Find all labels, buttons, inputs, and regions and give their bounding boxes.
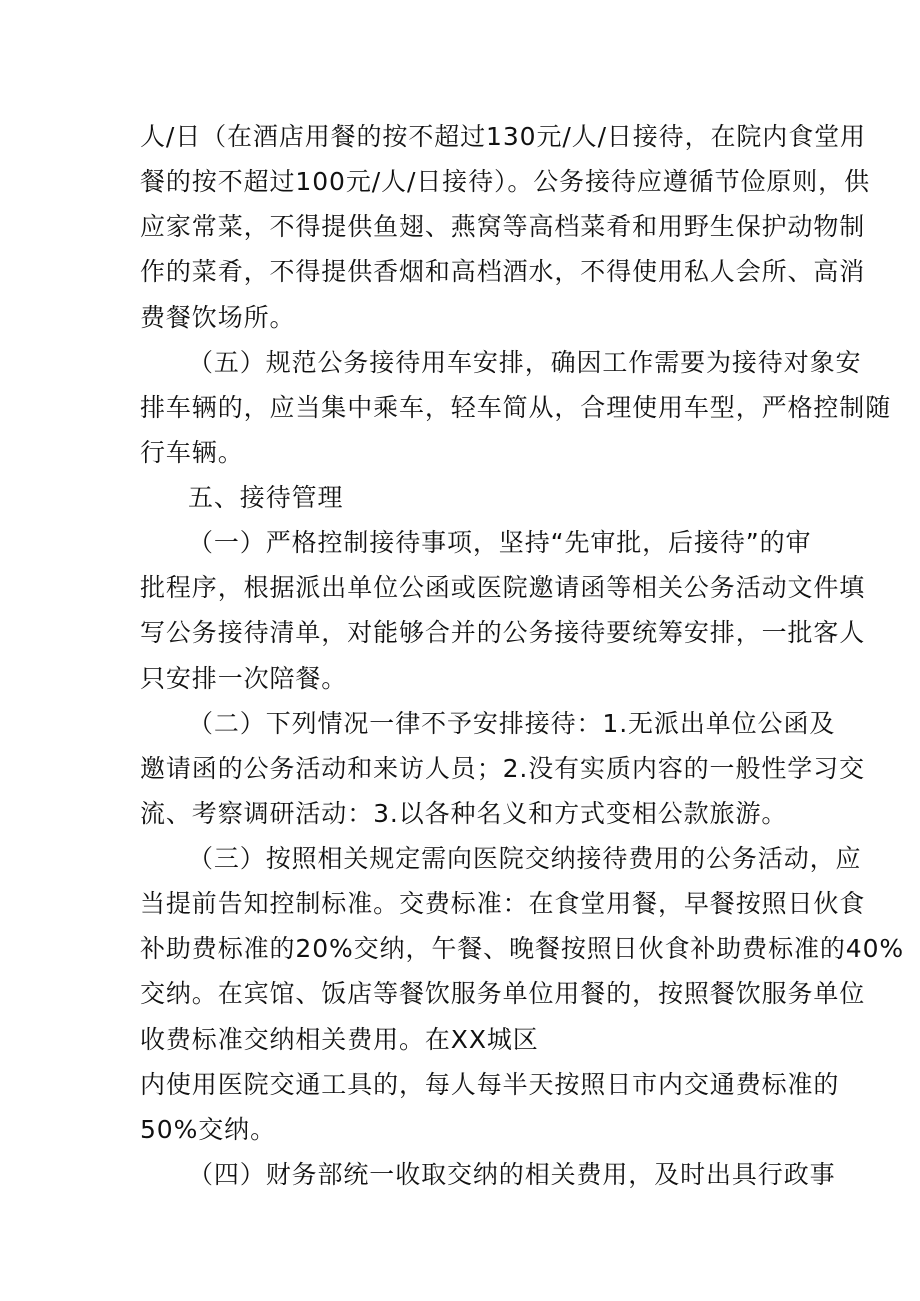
body-line: 交纳。在宾馆、饭店等餐饮服务单位用餐的，按照餐饮服务单位 <box>140 979 866 1008</box>
body-line: 写公务接待清单，对能够合并的公务接待要统筹安排，一批客人 <box>140 618 866 647</box>
body-line: 排车辆的，应当集中乘车，轻车简从，合理使用车型，严格控制随 <box>140 393 892 422</box>
paragraph-first-line: （一）严格控制接待事项，坚持“先审批，后接待”的审 <box>188 528 812 557</box>
body-line: 只安排一次陪餐。 <box>140 664 348 693</box>
body-line: 当提前告知控制标准。交费标准：在食堂用餐，早餐按照日伙食 <box>140 889 866 918</box>
body-line: 邀请函的公务活动和来访人员；2.没有实质内容的一般性学习交 <box>140 754 865 783</box>
section-heading: 五、接待管理 <box>188 483 344 512</box>
paragraph-first-line: （五）规范公务接待用车安排，确因工作需要为接待对象安 <box>188 348 862 377</box>
body-line: 费餐饮场所。 <box>140 303 296 332</box>
body-line: 流、考察调研活动：3.以各种名义和方式变相公款旅游。 <box>140 799 788 828</box>
body-line: 应家常菜，不得提供鱼翅、燕窝等高档菜肴和用野生保护动物制 <box>140 212 866 241</box>
body-line: 收费标准交纳相关费用。在XX城区 <box>140 1025 539 1054</box>
body-line: 内使用医院交通工具的，每人每半天按照日市内交通费标准的 <box>140 1070 840 1099</box>
body-line: 作的菜肴，不得提供香烟和高档酒水，不得使用私人会所、高消 <box>140 257 866 286</box>
body-line: 补助费标准的20%交纳，午餐、晚餐按照日伙食补助费标准的40% <box>140 934 905 963</box>
body-line: 人/日（在酒店用餐的按不超过130元/人/日接待，在院内食堂用 <box>140 122 866 151</box>
body-line: 批程序，根据派出单位公函或医院邀请函等相关公务活动文件填 <box>140 573 866 602</box>
body-line: 50%交纳。 <box>140 1115 276 1144</box>
body-line: 行车辆。 <box>140 438 244 467</box>
paragraph-first-line: （四）财务部统一收取交纳的相关费用，及时出具行政事 <box>188 1160 836 1189</box>
paragraph-first-line: （三）按照相关规定需向医院交纳接待费用的公务活动，应 <box>188 844 862 873</box>
body-line: 餐的按不超过100元/人/日接待）。公务接待应遵循节俭原则，供 <box>140 167 870 196</box>
paragraph-first-line: （二）下列情况一律不予安排接待：1.无派出单位公函及 <box>188 709 836 738</box>
